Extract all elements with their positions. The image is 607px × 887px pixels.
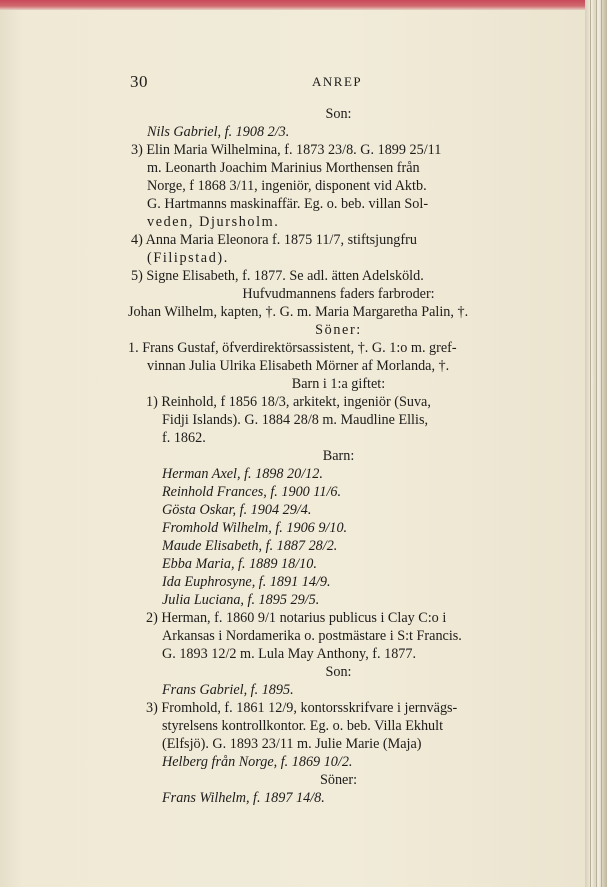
- heading-son: Son:: [325, 664, 352, 680]
- section-heading: Hufvudmannens faders farbroder:: [242, 286, 435, 302]
- text-line: 5) Signe Elisabeth, f. 1877. Se adl. ätten Adelsköld.: [131, 268, 424, 284]
- text-line: G. 1893 12/2 m. Lula May Anthony, f. 1877.: [162, 646, 417, 662]
- heading-barn: Barn:: [322, 448, 355, 464]
- text-line: f. 1862.: [162, 430, 206, 446]
- text-line: 4) Anna Maria Eleonora f. 1875 11/7, stiftsjungfru: [131, 232, 417, 248]
- text-line: (Filipstad).: [147, 250, 229, 266]
- text-line: styrelsens kontrollkontor. Eg. o. beb. Villa Ekhult: [162, 718, 444, 734]
- text-line: Johan Wilhelm, kapten, †. G. m. Maria Margaretha Palin, †.: [128, 304, 469, 320]
- text-line: Norge, f 1868 3/11, ingeniör, disponent vid Aktb.: [147, 178, 427, 194]
- heading-son: Son:: [325, 106, 352, 122]
- child-entry: Herman Axel, f. 1898 20/12.: [162, 466, 323, 482]
- text-line: Helberg från Norge, f. 1869 10/2.: [162, 754, 353, 770]
- text-line: 2) Herman, f. 1860 9/1 notarius publicus i Clay C:o i: [146, 610, 447, 626]
- child-entry: Maude Elisabeth, f. 1887 28/2.: [162, 538, 338, 554]
- page-stack-edge: [585, 0, 607, 887]
- child-entry: Julia Luciana, f. 1895 29/5.: [162, 592, 320, 608]
- child-entry: Frans Wilhelm, f. 1897 14/8.: [162, 790, 325, 806]
- child-entry: Gösta Oskar, f. 1904 29/4.: [162, 502, 312, 518]
- text-line: Nils Gabriel, f. 1908 2/3.: [147, 124, 290, 140]
- text-line: (Elfsjö). G. 1893 23/11 m. Julie Marie (Maja): [162, 736, 422, 752]
- text-line: vinnan Julia Ulrika Elisabeth Mörner af Morlanda, †.: [147, 358, 450, 374]
- text-line: m. Leonarth Joachim Marinius Morthensen från: [147, 160, 420, 176]
- page-top-edge: [0, 0, 585, 10]
- text-line: 3) Elin Maria Wilhelmina, f. 1873 23/8. G. 1899 25/11: [131, 142, 442, 158]
- heading-soner: Söner:: [315, 322, 362, 338]
- text-line: Fidji Islands). G. 1884 28/8 m. Maudline Ellis,: [162, 412, 429, 428]
- heading-barn-giftet: Barn i 1:a giftet:: [291, 376, 386, 392]
- text-line: 3) Fromhold, f. 1861 12/9, kontorsskrifvare i jernvägs-: [146, 700, 458, 716]
- text-line: Arkansas i Nordamerika o. postmästare i S:t Francis.: [162, 628, 462, 644]
- child-entry: Reinhold Frances, f. 1900 11/6.: [162, 484, 342, 500]
- child-entry: Fromhold Wilhelm, f. 1906 9/10.: [162, 520, 348, 536]
- child-entry: Ebba Maria, f. 1889 18/10.: [162, 556, 317, 572]
- running-head: ANREP: [312, 74, 363, 89]
- heading-soner: Söner:: [319, 772, 358, 788]
- text-line: 1. Frans Gustaf, öfverdirektörsassistent, †. G. 1:o m. gref-: [128, 340, 457, 356]
- child-entry: Ida Euphrosyne, f. 1891 14/9.: [162, 574, 331, 590]
- text-line: veden, Djursholm.: [147, 214, 280, 230]
- page-number: 30: [130, 72, 148, 91]
- text-line: 1) Reinhold, f 1856 18/3, arkitekt, ingeniör (Suva,: [146, 394, 431, 410]
- child-entry: Frans Gabriel, f. 1895.: [162, 682, 294, 698]
- text-line: G. Hartmanns maskinaffär. Eg. o. beb. villan Sol-: [147, 196, 429, 212]
